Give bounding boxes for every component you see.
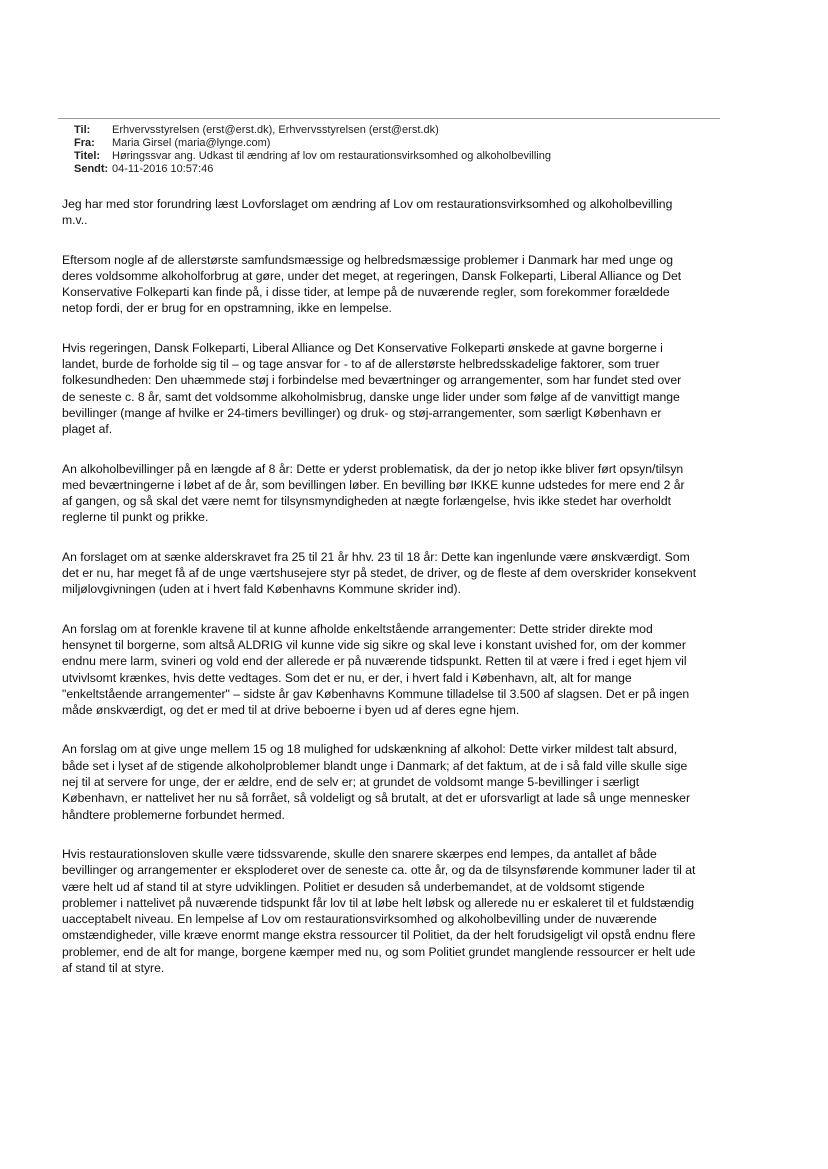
header-subject-label: Titel: [74, 150, 101, 162]
header-divider [58, 118, 720, 119]
header-from-value: Maria Girsel (maria@lynge.com) [112, 137, 271, 149]
paragraph-license-duration: An alkoholbevillinger på en længde af 8 år: Dette er yderst problematisk, da der jo netop ikke bliver ført opsyn/tilsyn med beværtningerne i løbet af de år, som bevillingen løber. En bevilling bør IKKE kunne udstedes for mere end 2 år af gangen, og så skal det være nemt for tilsynsmyndigheden at nægte forlængelse, hvis ikke stedet har overholdt reglerne til punkt og prikke. [62, 461, 685, 525]
letter-body [62, 196, 698, 999]
header-sent-value: 04-11-2016 10:57:46 [112, 163, 214, 175]
paragraph-age-requirement: An forslaget om at sænke alderskravet fra 25 til 21 år hhv. 23 til 18 år: Dette kan ingenlunde være ønskværdigt. Som det er nu, har meget få af de unge værtshusejere styr på stedet, de driver, og de fleste af dem overskrider konsekvent miljølovgivningen (uden at i hvert fald Københavns Kommune skrider ind). [62, 549, 697, 597]
header-sent-label: Sendt: [74, 163, 109, 175]
paragraph-youth-serving: An forslag om at give unge mellem 15 og 18 mulighed for udskænkning af alkohol: Dette virker mildest talt absurd, både set i lyset af de stigende alkoholproblemer blandt unge i Danmark; af det faktum, at de i så fald ville skulle sige nej til at servere for unge, der er ældre, end de selv er; at grundet de voldsomt mange 5-bevillinger i særligt København, er nattelivet her nu så forrået, så voldeligt og så brutalt, at det er uforsvarligt at lade så unge mennesker håndtere problemerne forbundet hermed. [62, 742, 691, 822]
email-header [74, 124, 714, 176]
header-to-value: Erhvervsstyrelsen (erst@erst.dk), Erhvervsstyrelsen (erst@erst.dk) [112, 124, 439, 136]
paragraph-government-responsibility: Hvis regeringen, Dansk Folkeparti, Liberal Alliance og Det Konservative Folkeparti ønskede at gavne borgerne i landet, burde de forholde sig til – og tage ansvar for - to af de allerstørste helbredsskadelige faktorer, som truer folkesundheden: Den uhæmmede støj i forbindelse med beværtninger og arrangementer, som har fundet sted over de seneste c. 8 år, samt det voldsomme alkoholmisbrug, danske unge lider under som følge af de vanvittigt mange bevillinger (mange af hvilke er 24-timers bevillinger) og druk- og støj-arrangementer, som særligt København er plaget af. [62, 340, 682, 437]
header-sent-row [74, 163, 714, 176]
paragraph-single-events: An forslag om at forenkle kravene til at kunne afholde enkeltstående arrangementer: Dette strider direkte mod hensynet til borgerne, som altså ALDRIG vil kunne vide sig sikre og skal leve i konstant uvished for, om der kommer endnu mere larm, svineri og vold end der allerede er på nuværende tidspunkt. Retten til at være i fred i eget hjem vil utvivlsomt krænkes, hvis dette vedtages. Som det er nu, er der, i hvert fald i København, alt, alt for mange "enkeltstående arrangementer" – sidste år gav Københavns Kommune tilladelse til 3.500 af slagsen. Det er på ingen måde ønskværdigt, og det er med til at drive beboerne i byen ud af deres egne hjem. [62, 621, 690, 718]
header-to-label: Til: [74, 124, 91, 136]
paragraph-conclusion: Hvis restaurationsloven skulle være tidssvarende, skulle den snarere skærpes end lempes, da antallet af både bevillinger og arrangementer er eksploderet over de seneste ca. otte år, og da de tilsynsførende kommuner lader til at være helt ud af stand til at styre udviklingen. Politiet er desuden så underbemandet, at de voldsomt stigende problemer i nattelivet på nuværende tidspunkt får lov til at løbe helt løbsk og allerede nu er eskaleret til et fuldstændig uacceptabelt niveau. En lempelse af Lov om restaurationsvirksomhed og alkoholbevilling under de nuværende omstændigheder, ville kræve enormt mange ekstra ressourcer til Politiet, da der helt forudsigeligt vil opstå endnu flere problemer, end de alt for mange, borgene kæmper med nu, og som Politiet grundet manglende ressourcer er helt ude af stand til at styre. [62, 846, 696, 975]
header-from-label: Fra: [74, 137, 95, 149]
header-subject-value: Høringssvar ang. Udkast til ændring af lov om restaurationsvirksomhed og alkoholbevilling [112, 150, 551, 162]
paragraph-problem-statement: Eftersom nogle af de allerstørste samfundsmæssige og helbredsmæssige problemer i Danmark har med unge og deres voldsomme alkoholforbrug at gøre, under det meget, at regeringen, Dansk Folkeparti, Liberal Alliance og Det Konservative Folkeparti kan finde på, i disse tider, at lempe på de nuværende regler, som forekommer forældede netop fordi, der er brug for en opstramning, ikke en lempelse. [62, 252, 682, 316]
header-to-row [74, 124, 714, 137]
header-from-row [74, 137, 714, 150]
paragraph-intro: Jeg har med stor forundring læst Lovforslaget om ændring af Lov om restaurationsvirksomhed og alkoholbevilling m.v.. [62, 197, 673, 228]
header-subject-row [74, 150, 714, 163]
